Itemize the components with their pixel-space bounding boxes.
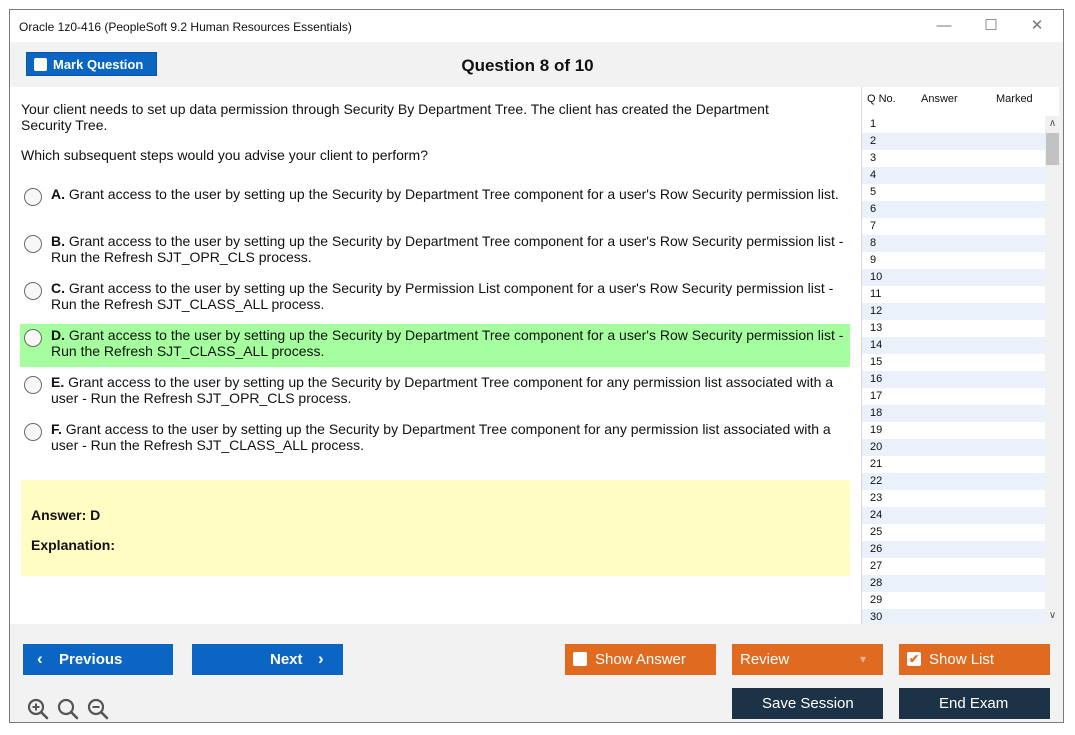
show-answer-label: Show Answer [595, 651, 686, 668]
question-text: Your client needs to set up data permission through Security By Department Tree. The client has created the Department Security Tree. [21, 101, 769, 133]
question-number: 24 [870, 509, 883, 521]
zoom-in-icon[interactable] [26, 697, 50, 721]
answer-box [21, 480, 850, 576]
question-number: 14 [870, 339, 883, 351]
review-button[interactable] [732, 644, 883, 675]
question-number: 2 [870, 135, 877, 147]
explanation-label: Explanation: [31, 537, 116, 553]
question-content [10, 87, 861, 624]
show-list-check-icon: ✔ [908, 652, 920, 666]
question-list-row[interactable] [862, 150, 1045, 167]
option-e[interactable] [20, 371, 850, 414]
question-number: 18 [870, 407, 883, 419]
question-number: 1 [870, 118, 877, 130]
question-list-row[interactable] [862, 422, 1045, 439]
question-number: 6 [870, 203, 877, 215]
question-list-header [862, 87, 1060, 109]
scroll-down-icon[interactable]: ∨ [1048, 610, 1057, 621]
question-number: 22 [870, 475, 883, 487]
question-header [10, 42, 861, 87]
option-b-text [51, 233, 846, 265]
question-number: 10 [870, 271, 883, 283]
option-c-text [51, 280, 846, 312]
question-list-row[interactable] [862, 354, 1045, 371]
next-label: Next [270, 651, 303, 668]
window-title: Oracle 1z0-416 (PeopleSoft 9.2 Human Resources Essentials) [19, 20, 352, 34]
option-a-radio[interactable] [24, 188, 42, 206]
option-b-radio[interactable] [24, 235, 42, 253]
option-a[interactable] [20, 183, 850, 226]
question-list-row[interactable] [862, 184, 1045, 201]
question-number: 19 [870, 424, 883, 436]
option-f-radio[interactable] [24, 423, 42, 441]
option-c-radio[interactable] [24, 282, 42, 300]
question-list-row[interactable] [862, 303, 1045, 320]
question-number: 5 [870, 186, 877, 198]
question-list-row[interactable] [862, 507, 1045, 524]
question-list-row[interactable] [862, 252, 1045, 269]
option-f-text [51, 421, 846, 453]
question-number: 8 [870, 237, 877, 249]
question-list-row[interactable] [862, 269, 1045, 286]
question-list-panel [861, 87, 1059, 624]
question-number: 16 [870, 373, 883, 385]
zoom-reset-icon[interactable] [56, 697, 80, 721]
option-a-body: Grant access to the user by setting up the Security by Department Tree component for a user's Row Security permission list. [68, 186, 839, 202]
question-number: 28 [870, 577, 883, 589]
option-d-text [51, 327, 846, 359]
option-e-text [51, 374, 846, 406]
question-list-row[interactable] [862, 456, 1045, 473]
question-number: 17 [870, 390, 883, 402]
show-answer-checkbox-icon [573, 652, 587, 666]
question-number-title: Question 8 of 10 [461, 56, 594, 75]
question-number: 9 [870, 254, 877, 266]
show-list-button[interactable] [899, 644, 1050, 675]
dropdown-arrow-icon: ▾ [860, 652, 867, 666]
option-c-body: Grant access to the user by setting up the Security by Permission List component for a user's Row Security permission list - Run the Refresh SJT_CLASS_ALL process. [51, 280, 834, 312]
question-number: 20 [870, 441, 883, 453]
option-d[interactable] [20, 324, 850, 367]
question-list-row[interactable] [862, 235, 1045, 252]
col-answer-header: Answer [921, 93, 958, 105]
minimize-button[interactable]: — [936, 17, 952, 34]
question-list-row[interactable] [862, 575, 1045, 592]
question-list-row[interactable] [862, 133, 1045, 150]
question-list-row[interactable] [862, 286, 1045, 303]
question-number: 26 [870, 543, 883, 555]
option-a-text [51, 186, 846, 202]
save-session-label: Save Session [762, 695, 854, 712]
question-list-scrollbar[interactable] [1045, 116, 1060, 624]
question-number: 30 [870, 611, 883, 623]
question-list-row[interactable] [862, 320, 1045, 337]
question-list-row[interactable] [862, 388, 1045, 405]
option-d-letter: D. [51, 327, 65, 343]
show-list-label: Show List [929, 651, 995, 668]
question-number: 12 [870, 305, 883, 317]
mark-question-label: Mark Question [53, 57, 144, 72]
review-label: Review [740, 651, 790, 668]
question-number: 13 [870, 322, 883, 334]
scroll-up-icon[interactable]: ∧ [1048, 118, 1057, 129]
scroll-thumb[interactable] [1046, 133, 1059, 165]
question-list-row[interactable] [862, 473, 1045, 490]
answer-label: Answer: D [31, 507, 101, 523]
previous-label: Previous [59, 651, 123, 668]
col-qno-header: Q No. [867, 93, 896, 105]
question-subtext: Which subsequent steps would you advise your client to perform? [21, 147, 428, 163]
close-button[interactable]: ✕ [1030, 17, 1044, 34]
question-number: 25 [870, 526, 883, 538]
option-e-body: Grant access to the user by setting up the Security by Department Tree component for any permission list associated with a user - Run the Refresh SJT_OPR_CLS process. [51, 374, 834, 406]
question-list-row[interactable] [862, 558, 1045, 575]
question-number: 23 [870, 492, 883, 504]
question-number: 4 [870, 169, 877, 181]
option-f[interactable] [20, 418, 850, 461]
question-number: 21 [870, 458, 883, 470]
option-b-letter: B. [51, 233, 65, 249]
option-d-radio[interactable] [24, 329, 42, 347]
option-d-body: Grant access to the user by setting up the Security by Department Tree component for a user's Row Security permission list - Run the Refresh SJT_CLASS_ALL process. [51, 327, 844, 359]
option-e-radio[interactable] [24, 376, 42, 394]
option-f-body: Grant access to the user by setting up the Security by Department Tree component for any permission list associated with a user - Run the Refresh SJT_CLASS_ALL process. [51, 421, 831, 453]
question-list-row[interactable] [862, 524, 1045, 541]
zoom-out-icon[interactable] [86, 697, 110, 721]
end-exam-button[interactable] [899, 688, 1050, 719]
maximize-button[interactable]: ☐ [984, 17, 998, 34]
question-list-row[interactable] [862, 201, 1045, 218]
show-answer-button[interactable] [565, 644, 716, 675]
footer-bar [10, 624, 1064, 723]
question-number: 11 [870, 288, 882, 300]
question-list-row[interactable] [862, 541, 1045, 558]
option-c[interactable] [20, 277, 850, 320]
question-list-row[interactable] [862, 609, 1045, 624]
question-list [862, 116, 1045, 624]
question-list-row[interactable] [862, 116, 1045, 133]
end-exam-label: End Exam [939, 695, 1009, 712]
question-list-row[interactable] [862, 439, 1045, 456]
option-c-letter: C. [51, 280, 65, 296]
title-bar [10, 10, 1063, 42]
question-list-row[interactable] [862, 490, 1045, 507]
question-list-row[interactable] [862, 405, 1045, 422]
question-number: 7 [870, 220, 877, 232]
option-b-body: Grant access to the user by setting up the Security by Department Tree component for a user's Row Security permission list - Run the Refresh SJT_OPR_CLS process. [51, 233, 844, 265]
question-list-row[interactable] [862, 592, 1045, 609]
chevron-right-icon: › [318, 649, 324, 668]
save-session-button[interactable] [732, 688, 883, 719]
question-number: 27 [870, 560, 883, 572]
app-window [9, 9, 1064, 723]
question-list-row[interactable] [862, 371, 1045, 388]
option-b[interactable] [20, 230, 850, 273]
question-list-row[interactable] [862, 167, 1045, 184]
next-button[interactable] [192, 644, 343, 675]
previous-button[interactable] [23, 644, 173, 675]
option-a-letter: A. [51, 186, 65, 202]
question-list-row[interactable] [862, 337, 1045, 354]
question-number: 29 [870, 594, 883, 606]
question-list-row[interactable] [862, 218, 1045, 235]
col-marked-header: Marked [996, 93, 1033, 105]
chevron-left-icon: ‹ [37, 649, 43, 668]
option-e-letter: E. [51, 374, 65, 390]
question-number: 3 [870, 152, 877, 164]
question-number: 15 [870, 356, 883, 368]
option-f-letter: F. [51, 421, 62, 437]
